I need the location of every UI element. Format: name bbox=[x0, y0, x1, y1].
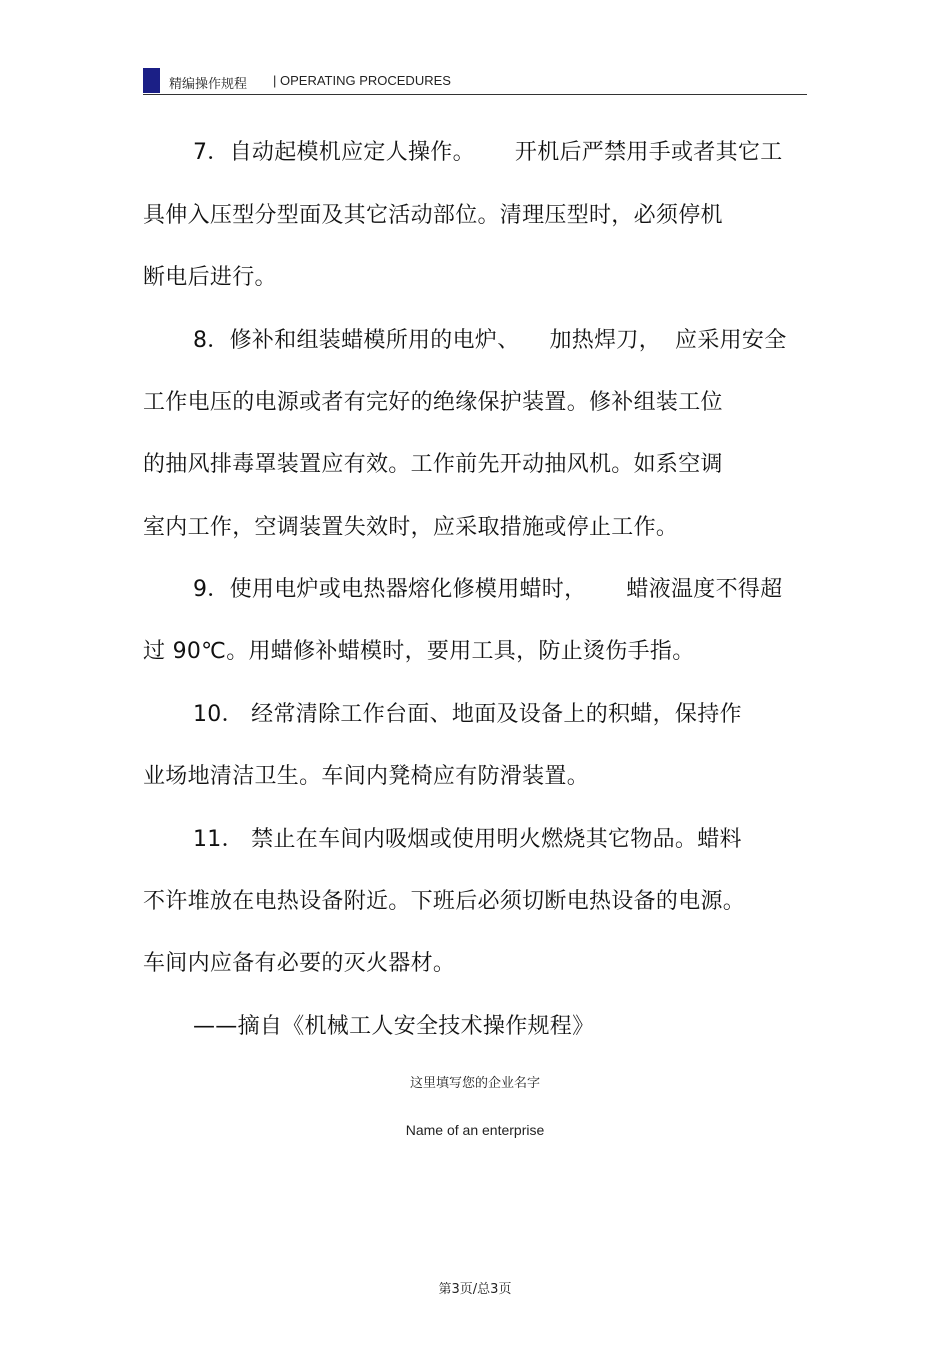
page-header bbox=[143, 66, 807, 95]
header-title-cn: 精编操作规程 bbox=[169, 77, 248, 92]
paragraph-9-line-1: 9．使用电炉或电热器熔化修模用蜡时， 蜡液温度不得超 bbox=[193, 577, 783, 602]
paragraph-10-line-1: 10． 经常清除工作台面、地面及设备上的积蜡，保持作 bbox=[193, 702, 742, 727]
paragraph-9-line-2: 过 90℃。用蜡修补蜡模时，要用工具，防止烫伤手指。 bbox=[143, 639, 695, 664]
paragraph-10-line-2: 业场地清洁卫生。车间内凳椅应有防滑装置。 bbox=[143, 764, 590, 789]
logo-icon bbox=[143, 68, 160, 93]
page-number: 第3页/总3页 bbox=[438, 1282, 512, 1297]
source-citation: ——摘自《机械工人安全技术操作规程》 bbox=[193, 1014, 595, 1039]
paragraph-11-line-2: 不许堆放在电热设备附近。下班后必须切断电热设备的电源。 bbox=[143, 889, 746, 914]
company-name-en: Name of an enterprise bbox=[405, 1122, 545, 1138]
paragraph-8-line-3: 的抽风排毒罩装置应有效。工作前先开动抽风机。如系空调 bbox=[143, 452, 723, 477]
company-name-cn: 这里填写您的企业名字 bbox=[409, 1076, 540, 1091]
paragraph-8-line-4: 室内工作，空调装置失效时，应采取措施或停止工作。 bbox=[143, 515, 679, 540]
paragraph-8-line-1: 8．修补和组装蜡模所用的电炉、 加热焊刀， 应采用安全 bbox=[193, 328, 787, 353]
paragraph-8-line-2: 工作电压的电源或者有完好的绝缘保护装置。修补组装工位 bbox=[143, 390, 723, 415]
paragraph-11-line-1: 11． 禁止在车间内吸烟或使用明火燃烧其它物品。蜡料 bbox=[193, 827, 742, 852]
paragraph-11-line-3: 车间内应备有必要的灭火器材。 bbox=[143, 951, 456, 976]
paragraph-7-line-3: 断电后进行。 bbox=[143, 265, 277, 290]
paragraph-7-line-1: 7．自动起模机应定人操作。 开机后严禁用手或者其它工 bbox=[193, 140, 783, 165]
paragraph-7-line-2: 具伸入压型分型面及其它活动部位。清理压型时，必须停机 bbox=[143, 203, 723, 228]
header-title-en: | OPERATING PROCEDURES bbox=[273, 73, 451, 88]
